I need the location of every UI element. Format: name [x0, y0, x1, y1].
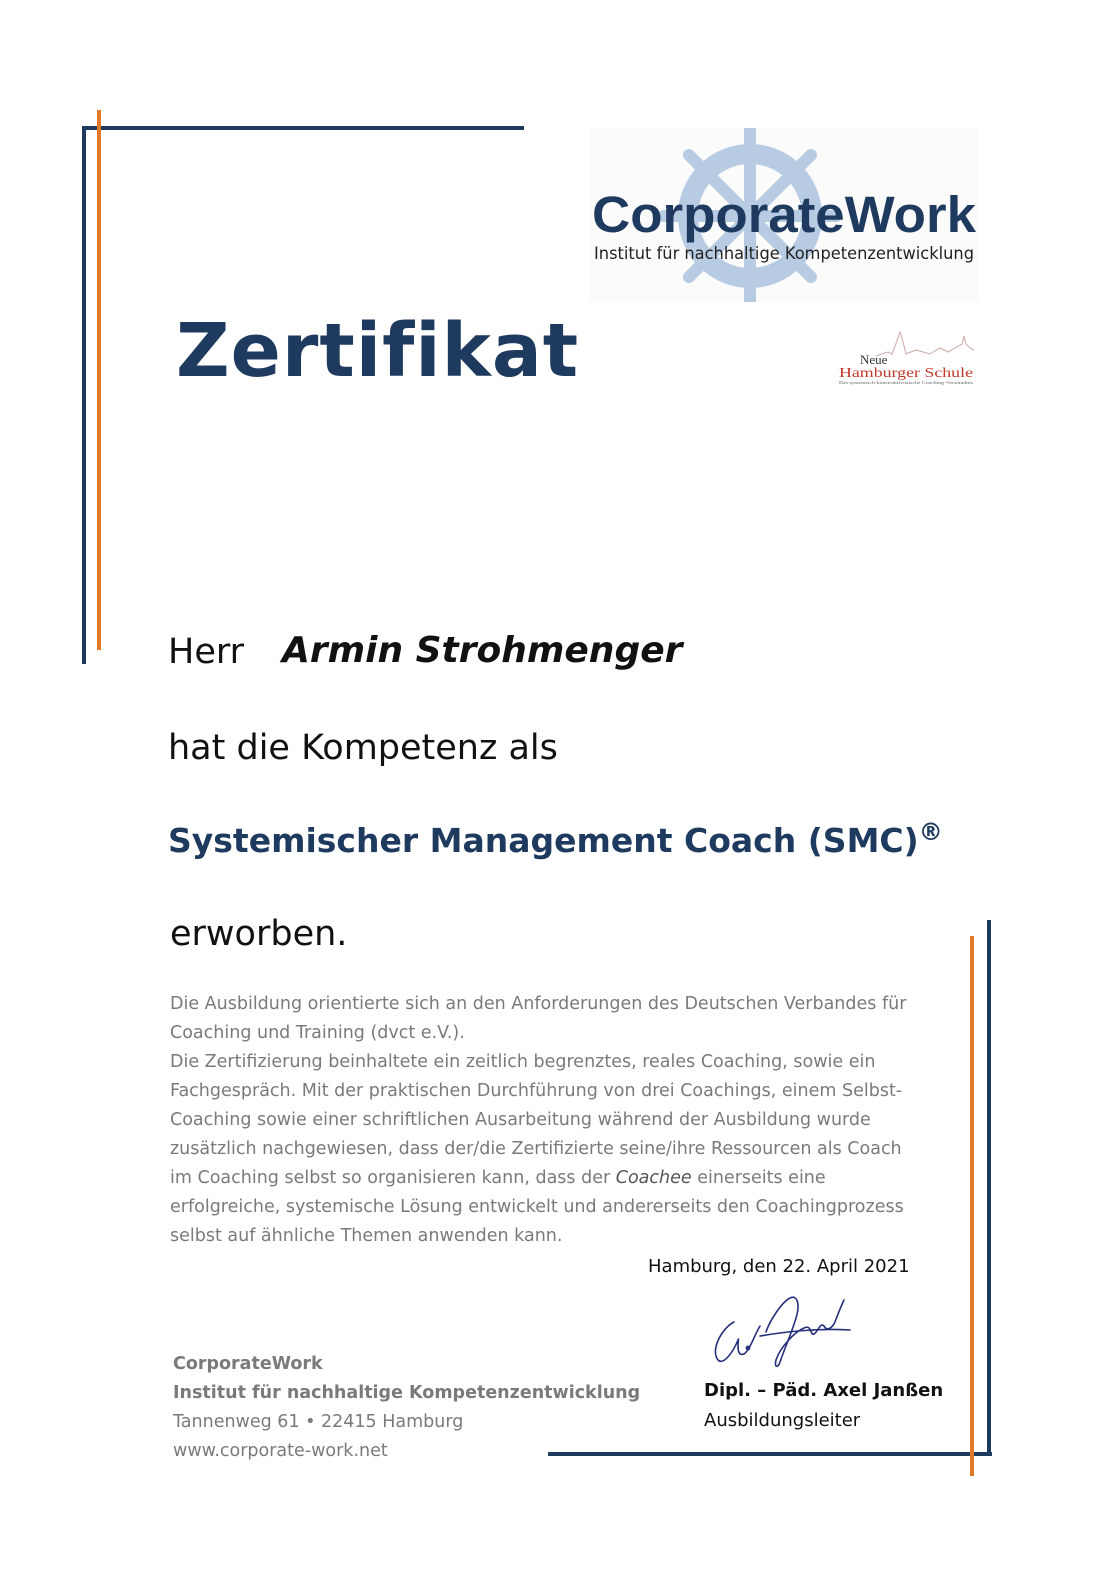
frame-top-left-vertical-navy — [82, 126, 86, 664]
footer-website: www.corporate-work.net — [173, 1441, 388, 1461]
certificate-title: Zertifikat — [176, 308, 580, 394]
footer-street: Tannenweg 61 • 22415 Hamburg — [173, 1412, 464, 1432]
frame-bottom-right-vertical-navy — [987, 920, 991, 1456]
description-p2-part1: Die Zertifizierung beinhaltete ein zeitlich begrenztes, reales Coaching, sowie ein Fachgespräch. Mit der praktischen Durchführung von drei Coachings, einem Selbst-Coaching sowie einer schriftlichen Ausarbeitung während der Ausbildung wurde zusätzlich nachgewiesen, dass der/die Zertifizierte seine/ihre Ressourcen als Coach im Coaching selbst so organisieren kann, dass der — [170, 1052, 903, 1188]
salutation: Herr — [168, 632, 245, 672]
signer-role: Ausbildungsleiter — [704, 1410, 861, 1431]
footer-address — [173, 1350, 640, 1466]
signer-name: Dipl. – Päd. Axel Janßen — [704, 1380, 944, 1401]
nhs-logo-subline: Das systemisch-konstruktivistische Coaching-Verständnis — [839, 380, 974, 385]
registered-mark: ® — [918, 818, 943, 846]
description-paragraph-2 — [170, 1048, 910, 1251]
frame-bottom-right-vertical-orange — [970, 936, 974, 1476]
description-text — [170, 990, 910, 1251]
frame-top-left-vertical-orange — [97, 110, 101, 650]
qualification-title — [168, 818, 943, 860]
handwritten-signature — [704, 1292, 854, 1372]
place-date: Hamburg, den 22. April 2021 — [648, 1256, 910, 1277]
acquired-line: erworben. — [170, 914, 348, 954]
frame-top-left-horizontal — [84, 126, 524, 130]
footer-institute: Institut für nachhaltige Kompetenzentwicklung — [173, 1383, 641, 1403]
nhs-logo-line1: Neue — [860, 352, 888, 367]
description-p2-emphasis: Coachee — [615, 1168, 692, 1188]
description-paragraph-1: Die Ausbildung orientierte sich an den Anforderungen des Deutschen Verbandes für Coaching und Training (dvct e.V.). — [170, 994, 907, 1043]
neue-hamburger-schule-logo — [836, 330, 976, 386]
description-p2-part2: einerseits eine erfolgreiche, systemische Lösung entwickelt und andererseits den Coachingprozess selbst auf ähnliche Themen anwenden kann. — [170, 1168, 904, 1246]
recipient-name: Armin Strohmenger — [282, 630, 683, 671]
corporatework-logo-tagline: Institut für nachhaltige Kompetenzentwicklung — [594, 244, 974, 263]
footer-org: CorporateWork — [173, 1354, 323, 1374]
nhs-logo-line2: Hamburger Schule — [839, 366, 973, 381]
corporatework-logo-name: CorporateWork — [592, 186, 977, 243]
qualification-text: Systemischer Management Coach (SMC) — [168, 821, 919, 860]
competence-line: hat die Kompetenz als — [168, 728, 558, 768]
city-skyline-icon — [876, 332, 974, 356]
corporatework-logo — [590, 128, 978, 302]
